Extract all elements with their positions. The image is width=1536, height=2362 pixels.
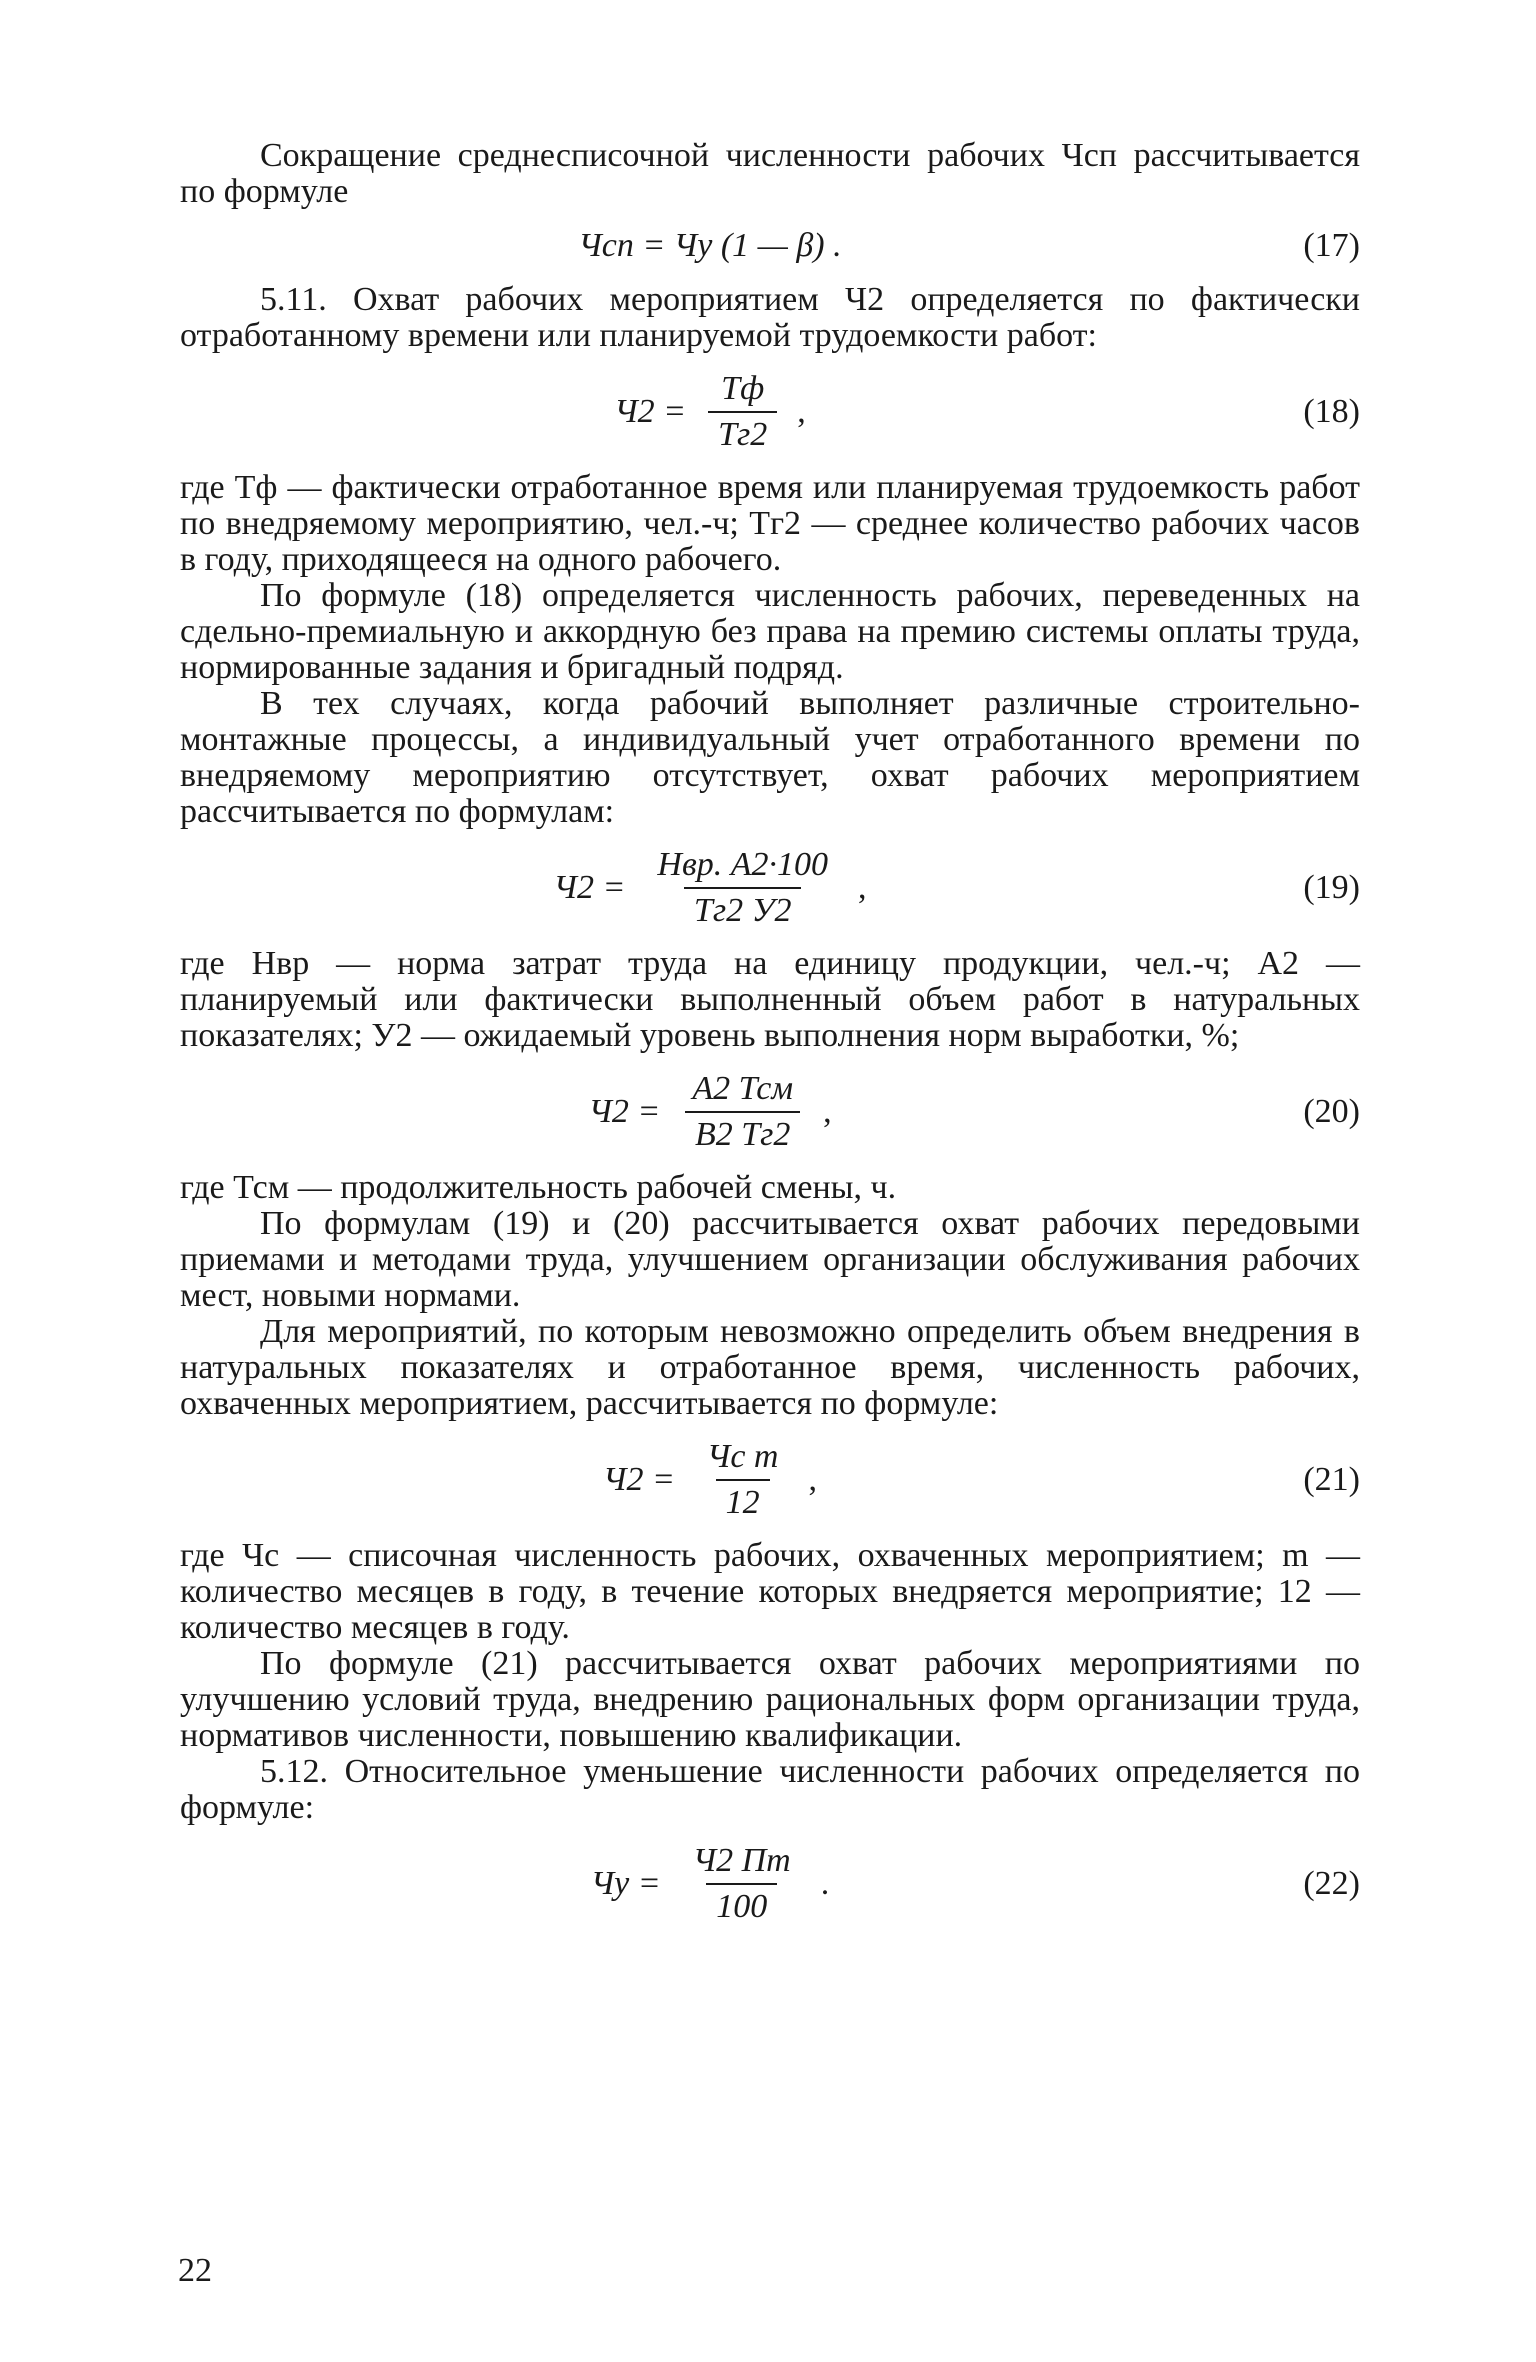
fraction-denominator: 100 bbox=[706, 1883, 777, 1927]
fraction bbox=[697, 1437, 789, 1523]
formula-number: (17) bbox=[1303, 227, 1360, 264]
formula-19 bbox=[180, 834, 1360, 942]
fraction bbox=[647, 845, 838, 931]
formula-tail: , bbox=[808, 1461, 817, 1498]
fraction-numerator: Тф bbox=[721, 370, 765, 407]
formula-tail: , bbox=[797, 393, 806, 430]
formula-tail: . bbox=[820, 1865, 830, 1902]
formula-tail: , bbox=[857, 869, 867, 906]
paragraph: Сокращение среднесписочной численности рабочих Чсп рассчитывается по формуле bbox=[180, 137, 1360, 210]
formula-number: (19) bbox=[1303, 869, 1360, 906]
formula-number: (22) bbox=[1303, 1865, 1360, 1902]
paragraph: Для мероприятий, по которым невозможно определить объем внедрения в натуральных показателях и отработанное время, численность рабочих, охваченных мероприятием, рассчитывается по формуле: bbox=[180, 1313, 1360, 1422]
formula-22 bbox=[180, 1830, 1360, 1938]
paragraph: 5.12. Относительное уменьшение численности рабочих определяется по формуле: bbox=[180, 1753, 1360, 1826]
paragraph: По формуле (21) рассчитывается охват рабочих мероприятиями по улучшению условий труда, внедрению рациональных форм организации труда, нормативов численности, повышению квалификации. bbox=[180, 1645, 1360, 1754]
fraction bbox=[708, 369, 777, 455]
paragraph: где Тф — фактически отработанное время или планируемая трудоемкость работ по внедряемому мероприятию, чел.-ч; Тг2 — среднее количество рабочих часов в году, приходящееся на одного рабочего. bbox=[180, 469, 1360, 578]
paragraph: 5.11. Охват рабочих мероприятием Ч2 определяется по фактически отработанному времени или планируемой трудоемкости работ: bbox=[180, 281, 1360, 354]
page-content bbox=[180, 138, 1360, 1942]
formula-lhs: Ч2 = bbox=[553, 869, 626, 906]
formula-tail: , bbox=[823, 1093, 832, 1130]
paragraph: где Нвр — норма затрат труда на единицу продукции, чел.-ч; А2 — планируемый или фактически выполненный объем работ в натуральных показателях; У2 — ожидаемый уровень выполнения норм выработки, %; bbox=[180, 945, 1360, 1054]
paragraph: По формулам (19) и (20) рассчитывается охват рабочих передовыми приемами и методами труда, улучшением организации обслуживания рабочих мест, новыми нормами. bbox=[180, 1205, 1360, 1314]
paragraph: где Тсм — продолжительность рабочей смены, ч. bbox=[180, 1169, 897, 1206]
formula-number: (18) bbox=[1303, 393, 1360, 430]
formula-18 bbox=[180, 358, 1360, 466]
fraction-denominator: 12 bbox=[716, 1479, 770, 1523]
fraction-numerator: Нвр. А2·100 bbox=[657, 846, 828, 883]
formula-17 bbox=[180, 214, 1360, 278]
fraction-denominator: В2 Тг2 bbox=[685, 1111, 800, 1155]
formula-21 bbox=[180, 1426, 1360, 1534]
fraction-numerator: Чс m bbox=[706, 1438, 779, 1475]
formula-expression: Чсп = Чу (1 — β) . bbox=[578, 227, 842, 264]
fraction-denominator: Тг2 У2 bbox=[684, 887, 802, 931]
fraction bbox=[682, 1069, 803, 1155]
fraction-numerator: Ч2 Пт bbox=[692, 1842, 791, 1879]
formula-20 bbox=[180, 1058, 1360, 1166]
paragraph: По формуле (18) определяется численность рабочих, переведенных на сдельно-премиальную и аккордную без права на премию системы оплаты труда, нормированные задания и бригадный подряд. bbox=[180, 577, 1360, 686]
formula-lhs: Ч2 = bbox=[588, 1093, 661, 1130]
paragraph: В тех случаях, когда рабочий выполняет различные строительно-монтажные процессы, а индивидуальный учет отработанного времени по внедряемому мероприятию отсутствует, охват рабочих мероприятием рассчитывается по формулам: bbox=[180, 685, 1360, 830]
formula-lhs: Ч2 = bbox=[603, 1461, 675, 1498]
paragraph: где Чс — списочная численность рабочих, охваченных мероприятием; m — количество месяцев в году, в течение которых внедряется мероприятие; 12 — количество месяцев в году. bbox=[180, 1537, 1360, 1646]
fraction-denominator: Тг2 bbox=[708, 411, 777, 455]
page-number: 22 bbox=[178, 2252, 212, 2289]
formula-number: (21) bbox=[1303, 1461, 1360, 1498]
fraction bbox=[683, 1841, 801, 1927]
formula-number: (20) bbox=[1303, 1093, 1360, 1130]
formula-lhs: Чу = bbox=[590, 1865, 661, 1902]
formula-lhs: Ч2 = bbox=[614, 393, 687, 430]
fraction-numerator: А2 Тсм bbox=[692, 1070, 794, 1107]
